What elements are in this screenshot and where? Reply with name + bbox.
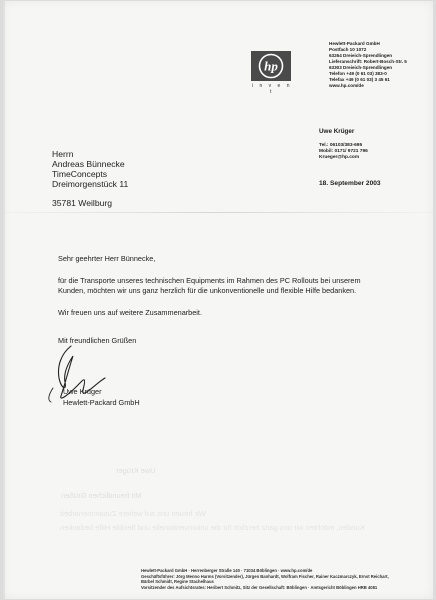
company-line: 63264 Dreieich-Sprendlingen [329, 53, 393, 58]
company-line: Postfach 10 1072 [329, 47, 367, 52]
company-line: Telefax +49 (0 61 03) 3 45 61 [329, 77, 390, 82]
company-line: Hewlett-Packard GmbH [329, 41, 380, 46]
show-through-text: Mit freundlichen Grüßen [61, 491, 142, 500]
recipient-name: Andreas Bünnecke [52, 159, 125, 169]
logo-tagline: i n v e n t [251, 83, 292, 95]
signer-name: Uwe Krüger [63, 387, 102, 396]
handwritten-signature [43, 344, 113, 406]
company-address-block [329, 41, 433, 89]
sender-name: Uwe Krüger [319, 128, 355, 135]
sender-contact [319, 143, 368, 161]
show-through-text: Wir freuen uns auf weitere Zusammenarbeit. [58, 509, 206, 518]
sender-email: Krueger@hp.com [319, 155, 360, 160]
closing-phrase: Mit freundlichen Grüßen [58, 336, 137, 345]
recipient-company: TimeConcepts [52, 169, 108, 179]
company-line: 63303 Dreieich-Sprendlingen [329, 65, 393, 70]
signer-company: Hewlett-Packard GmbH [63, 398, 140, 407]
hp-logo-icon [251, 51, 291, 81]
recipient-salutation-title: Herrn [52, 149, 74, 159]
paper-fold-line [3, 212, 433, 213]
show-through-text: Uwe Krüger [116, 466, 156, 475]
letter-body [58, 254, 418, 329]
letter-page [3, 1, 433, 599]
recipient-street: Dreimorgenstück 11 [52, 179, 129, 189]
company-line: Telefon +49 (0 61 03) 383-0 [329, 71, 387, 76]
salutation: Sehr geehrter Herr Bünnecke, [58, 254, 156, 263]
page-edge-shadow [3, 1, 5, 599]
sender-mobile: Mobil: 0171/ 9721 796 [319, 149, 368, 154]
paragraph-closing-remark: Wir freuen uns auf weitere Zusammenarbeit. [58, 307, 202, 317]
paragraph-line: Kunden, möchten wir uns ganz herzlich für die unkonventionelle und flexible Hilfe bedanken. [58, 286, 357, 295]
hp-logo [251, 51, 291, 81]
letter-footer [141, 568, 431, 590]
sender-phone: Tel.: 06103/383-695 [319, 143, 363, 148]
svg-text:hp: hp [264, 58, 278, 74]
show-through-text: Kunden, möchten wir uns ganz herzlich für die unkonventionelle und flexible Hilfe bedanken. [58, 523, 365, 532]
company-line: Lieferanschrift: Robert-Bosch-Str. 5 [329, 59, 407, 64]
recipient-address [52, 149, 128, 208]
company-website: www.hp.com/de [329, 83, 364, 88]
footer-line: Geschäftsführer: Jörg Menno Harms (Vorsitzender), Jürgen Banhardt, Wolfram Fischer, Rainer Kaczmarczyk, Ernst Reichart, [141, 573, 389, 579]
recipient-city: 35781 Weilburg [52, 198, 113, 208]
footer-line: Bärbel Schmidt, Regine Stachelhaus [141, 579, 214, 585]
paragraph-thanks [58, 276, 418, 297]
paragraph-line: für die Transporte unseres technischen Equipments im Rahmen des PC Rollouts bei unserem [58, 275, 361, 285]
footer-line: Hewlett-Packard GmbH · Herrenberger Straße 140 · 71034 Böblingen · www.hp.com/de [141, 568, 313, 573]
footer-line: Vorsitzender des Aufsichtsrates: Heribert Schmitz, Sitz der Gesellschaft: Böblingen · Amtsgericht Böblingen HRB 4081 [141, 584, 378, 590]
letter-date: 18. September 2003 [319, 180, 381, 187]
